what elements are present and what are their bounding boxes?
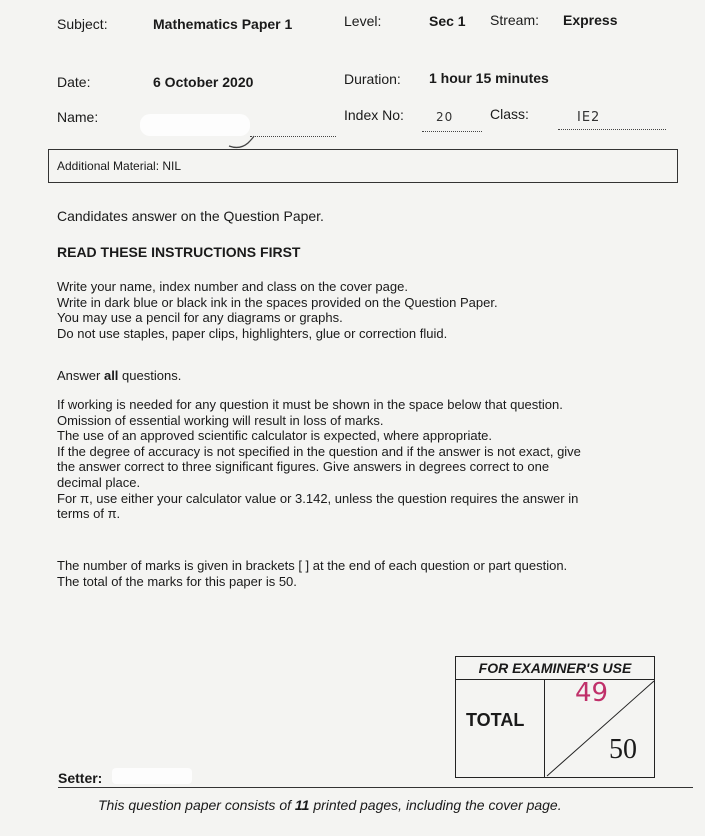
working-line: decimal place. — [57, 474, 141, 490]
level-label: Level: — [344, 13, 382, 29]
answer-all-line: Answer all questions. — [57, 368, 182, 383]
stream-label: Stream: — [490, 12, 540, 28]
working-line: The use of an approved scientific calculator is expected, where appropriate. — [57, 428, 493, 444]
candidates-note: Candidates answer on the Question Paper. — [57, 208, 324, 224]
stream-value: Express — [563, 12, 618, 28]
working-line: For π, use either your calculator value or 3.142, unless the question requires the answer in — [57, 490, 579, 506]
working-line: the answer correct to three significant figures. Give answers in degrees correct to one — [57, 459, 550, 475]
date-value: 6 October 2020 — [153, 74, 254, 90]
additional-material-box — [48, 149, 678, 183]
duration-value: 1 hour 15 minutes — [429, 70, 549, 86]
level-value: Sec 1 — [429, 13, 466, 29]
instruction-line: Write your name, index number and class on the cover page. — [57, 279, 408, 294]
instructions-title: READ THESE INSTRUCTIONS FIRST — [57, 244, 301, 260]
class-value: IE2 — [577, 110, 601, 125]
working-instructions — [57, 397, 581, 522]
examiner-heading: FOR EXAMINER'S USE — [455, 656, 655, 680]
index-value: 20 — [436, 110, 454, 124]
instruction-line: Do not use staples, paper clips, highlighters, glue or correction fluid. — [57, 325, 448, 341]
score-cell — [544, 680, 655, 778]
footer-divider — [58, 787, 693, 788]
setter-label: Setter: — [58, 770, 103, 786]
marks-line: The number of marks is given in brackets [ ] at the end of each question or part question. — [57, 558, 568, 573]
max-score: 50 — [609, 734, 637, 765]
instructions-list — [57, 279, 498, 341]
working-line: If working is needed for any question it must be shown in the space below that question. — [57, 397, 563, 412]
class-label: Class: — [490, 106, 529, 122]
marks-line: The total of the marks for this paper is 50. — [57, 573, 297, 589]
awarded-score: 49 — [575, 678, 609, 708]
redacted-name — [140, 114, 250, 136]
class-line — [558, 129, 666, 130]
index-line — [422, 131, 482, 132]
working-line: terms of π. — [57, 506, 121, 522]
redacted-setter — [112, 768, 192, 784]
footer-note: This question paper consists of 11 printed pages, including the cover page. — [98, 797, 562, 813]
working-line: Omission of essential working will result in loss of marks. — [57, 412, 384, 428]
date-label: Date: — [57, 74, 91, 90]
name-line — [250, 136, 336, 137]
duration-label: Duration: — [344, 71, 401, 87]
subject-label: Subject: — [57, 16, 108, 32]
working-line: If the degree of accuracy is not specified in the question and if the answer is not exact, give — [57, 443, 581, 459]
additional-material-text: Additional Material: NIL — [57, 159, 182, 173]
name-label: Name: — [57, 109, 99, 125]
index-label: Index No: — [344, 107, 404, 123]
instruction-line: Write in dark blue or black ink in the spaces provided on the Question Paper. — [57, 294, 498, 310]
total-label: TOTAL — [466, 710, 525, 730]
subject-value: Mathematics Paper 1 — [153, 16, 293, 32]
instruction-line: You may use a pencil for any diagrams or graphs. — [57, 310, 343, 326]
marks-info — [57, 558, 567, 589]
